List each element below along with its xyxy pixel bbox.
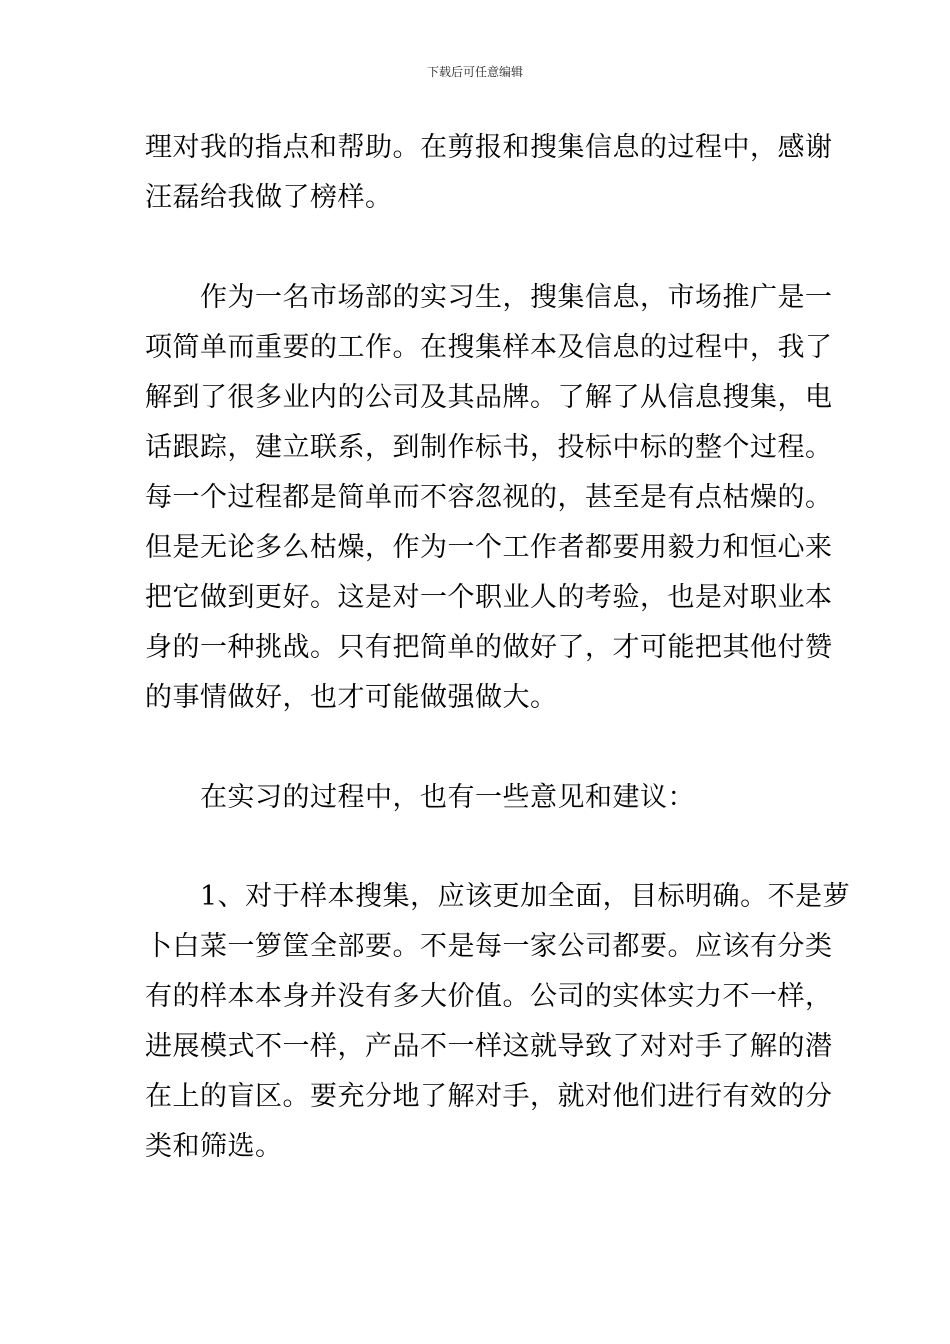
- text-line: 身的一种挑战。只有把简单的做好了，才可能把其他付赞: [145, 632, 833, 663]
- text-line: 1、对于样本搜集，应该更加全面，目标明确。不是萝: [145, 881, 851, 912]
- text-line: 理对我的指点和帮助。在剪报和搜集信息的过程中，感谢: [145, 132, 833, 163]
- text-line: 卜白菜一箩筐全部要。不是每一家公司都要。应该有分类: [145, 931, 833, 962]
- text-line: 项简单而重要的工作。在搜集样本及信息的过程中，我了: [145, 332, 833, 363]
- text-line: 在上的盲区。要充分地了解对手，就对他们进行有效的分: [145, 1081, 833, 1112]
- text-line: 有的样本本身并没有多大价值。公司的实体实力不一样，: [145, 981, 833, 1012]
- text-line: 但是无论多么枯燥，作为一个工作者都要用毅力和恒心来: [145, 532, 833, 563]
- text-line: 类和筛选。: [145, 1131, 283, 1162]
- text-line: 作为一名市场部的实习生，搜集信息，市场推广是一: [145, 282, 833, 313]
- text-line: 的事情做好，也才可能做强做大。: [145, 682, 558, 713]
- page-header: 下载后可任意编辑: [426, 65, 523, 79]
- text-line: 进展模式不一样，产品不一样这就导致了对对手了解的潜: [145, 1031, 833, 1062]
- text-line: 话跟踪，建立联系，到制作标书，投标中标的整个过程。: [145, 432, 833, 463]
- text-line: 解到了很多业内的公司及其品牌。了解了从信息搜集，电: [145, 382, 833, 413]
- text-line: 汪磊给我做了榜样。: [145, 182, 393, 213]
- text-line: 在实习的过程中，也有一些意见和建议：: [145, 782, 695, 813]
- text-line: 每一个过程都是简单而不容忽视的，甚至是有点枯燥的。: [145, 482, 833, 513]
- text-line: 把它做到更好。这是对一个职业人的考验，也是对职业本: [145, 582, 833, 613]
